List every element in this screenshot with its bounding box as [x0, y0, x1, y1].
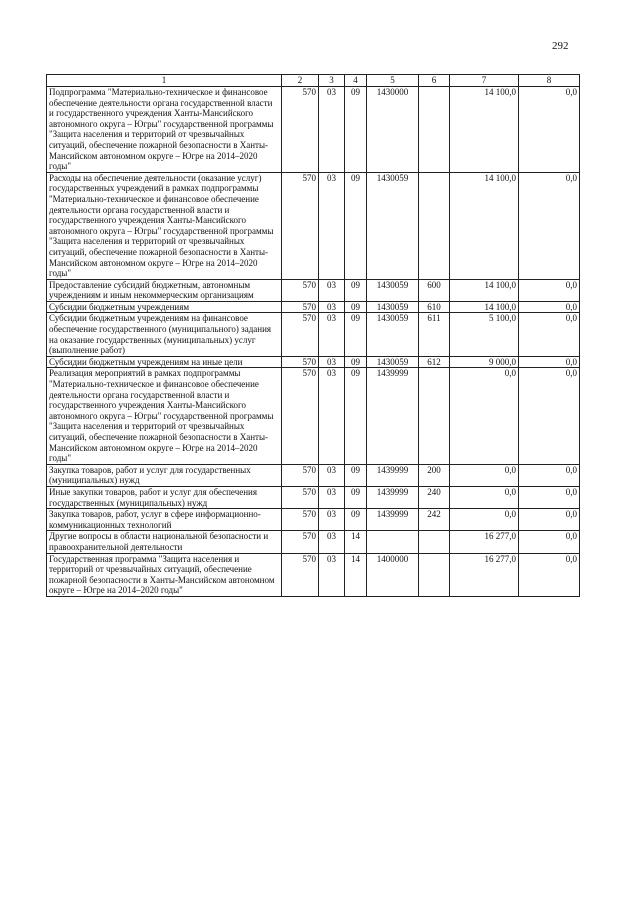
column-header: 4 [345, 75, 367, 87]
table-row [47, 531, 580, 553]
amount2-cell: 0,0 [519, 464, 580, 486]
ministry-code: 570 [282, 313, 319, 356]
expense-type-code [419, 368, 450, 464]
column-header: 5 [367, 75, 419, 87]
section-code: 03 [319, 172, 345, 279]
amount-cell: 0,0 [450, 368, 519, 464]
expense-type-code [419, 553, 450, 596]
amount-cell: 14 100,0 [450, 172, 519, 279]
amount2-cell: 0,0 [519, 87, 580, 173]
target-code: 1430000 [367, 87, 419, 173]
amount-cell: 0,0 [450, 464, 519, 486]
section-code: 03 [319, 368, 345, 464]
ministry-code: 570 [282, 368, 319, 464]
target-code: 1430059 [367, 356, 419, 368]
table-row [47, 486, 580, 508]
ministry-code: 570 [282, 301, 319, 313]
expense-type-code: 242 [419, 509, 450, 531]
amount-cell: 16 277,0 [450, 531, 519, 553]
ministry-code: 570 [282, 279, 319, 301]
amount2-cell: 0,0 [519, 172, 580, 279]
table-row [47, 553, 580, 596]
amount-cell: 14 100,0 [450, 87, 519, 173]
amount2-cell: 0,0 [519, 368, 580, 464]
table-header-row [47, 75, 580, 87]
section-code: 03 [319, 87, 345, 173]
subsection-code: 09 [345, 87, 367, 173]
row-name: Иные закупки товаров, работ и услуг для обеспечения государственных (муниципальных) нужд [47, 486, 282, 508]
target-code: 1430059 [367, 279, 419, 301]
target-code: 1400000 [367, 553, 419, 596]
column-header: 8 [519, 75, 580, 87]
expense-type-code: 611 [419, 313, 450, 356]
row-name: Субсидии бюджетным учреждениям на финансовое обеспечение государственного (муниципального) задания на оказание государственных (муниципальных) услуг (выполнение работ) [47, 313, 282, 356]
table-row [47, 509, 580, 531]
amount-cell: 14 100,0 [450, 279, 519, 301]
table-row [47, 279, 580, 301]
row-name: Подпрограмма "Материально-техническое и финансовое обеспечение деятельности органа государственной власти и государственного учреждения Ханты-Мансийского автономного округа – Югры" государственной программы "Защита населения и территорий от чрезвычайных ситуаций, обеспечение пожарной безопасности в Ханты-Мансийском автономном округе – Югре на 2014–2020 годы" [47, 87, 282, 173]
section-code: 03 [319, 553, 345, 596]
subsection-code: 09 [345, 509, 367, 531]
row-name: Закупка товаров, работ и услуг для государственных (муниципальных) нужд [47, 464, 282, 486]
row-name: Предоставление субсидий бюджетным, автономным учреждениям и иным некоммерческим организациям [47, 279, 282, 301]
row-name: Субсидии бюджетным учреждениям [47, 301, 282, 313]
ministry-code: 570 [282, 172, 319, 279]
section-code: 03 [319, 313, 345, 356]
section-code: 03 [319, 509, 345, 531]
target-code: 1439999 [367, 368, 419, 464]
ministry-code: 570 [282, 509, 319, 531]
amount2-cell: 0,0 [519, 356, 580, 368]
amount-cell: 0,0 [450, 509, 519, 531]
subsection-code: 09 [345, 464, 367, 486]
expense-type-code: 612 [419, 356, 450, 368]
row-name: Закупка товаров, работ, услуг в сфере информационно-коммуникационных технологий [47, 509, 282, 531]
amount2-cell: 0,0 [519, 279, 580, 301]
column-header: 7 [450, 75, 519, 87]
subsection-code: 09 [345, 313, 367, 356]
subsection-code: 09 [345, 301, 367, 313]
section-code: 03 [319, 279, 345, 301]
amount2-cell: 0,0 [519, 301, 580, 313]
amount2-cell: 0,0 [519, 509, 580, 531]
ministry-code: 570 [282, 486, 319, 508]
table-row [47, 356, 580, 368]
section-code: 03 [319, 531, 345, 553]
expense-type-code: 240 [419, 486, 450, 508]
amount2-cell: 0,0 [519, 313, 580, 356]
column-header: 6 [419, 75, 450, 87]
amount-cell: 9 000,0 [450, 356, 519, 368]
expense-type-code [419, 531, 450, 553]
amount2-cell: 0,0 [519, 486, 580, 508]
subsection-code: 09 [345, 356, 367, 368]
target-code: 1439999 [367, 509, 419, 531]
section-code: 03 [319, 356, 345, 368]
target-code: 1439999 [367, 486, 419, 508]
amount-cell: 0,0 [450, 486, 519, 508]
expense-type-code: 200 [419, 464, 450, 486]
section-code: 03 [319, 301, 345, 313]
table-row [47, 368, 580, 464]
table-row [47, 87, 580, 173]
subsection-code: 14 [345, 553, 367, 596]
target-code: 1439999 [367, 464, 419, 486]
target-code: 1430059 [367, 172, 419, 279]
subsection-code: 09 [345, 368, 367, 464]
row-name: Субсидии бюджетным учреждениям на иные цели [47, 356, 282, 368]
amount2-cell: 0,0 [519, 531, 580, 553]
amount-cell: 5 100,0 [450, 313, 519, 356]
row-name: Расходы на обеспечение деятельности (оказание услуг) государственных учреждений в рамках подпрограммы "Материально-техническое и финансовое обеспечение деятельности органа государственной власти и государственного учреждения Ханты-Мансийского автономного округа – Югры" государственной программы "Защита населения и территорий от чрезвычайных ситуаций, обеспечение пожарной безопасности в Ханты-Мансийском автономном округе – Югре на 2014–2020 годы" [47, 172, 282, 279]
target-code: 1430059 [367, 301, 419, 313]
table-row [47, 172, 580, 279]
amount2-cell: 0,0 [519, 553, 580, 596]
ministry-code: 570 [282, 553, 319, 596]
target-code [367, 531, 419, 553]
section-code: 03 [319, 486, 345, 508]
table-row [47, 313, 580, 356]
row-name: Реализация мероприятий в рамках подпрограммы "Материально-техническое и финансовое обеспечение деятельности органа государственной власти и государственного учреждения Ханты-Мансийского автономного округа – Югры" государственной программы "Защита населения и территорий от чрезвычайных ситуаций, обеспечение пожарной безопасности в Ханты-Мансийском автономном округе – Югре на 2014–2020 годы" [47, 368, 282, 464]
page-number: 292 [552, 40, 569, 52]
expense-type-code: 600 [419, 279, 450, 301]
column-header: 1 [47, 75, 282, 87]
column-header: 2 [282, 75, 319, 87]
amount-cell: 16 277,0 [450, 553, 519, 596]
row-name: Другие вопросы в области национальной безопасности и правоохранительной деятельности [47, 531, 282, 553]
amount-cell: 14 100,0 [450, 301, 519, 313]
row-name: Государственная программа "Защита населения и территорий от чрезвычайных ситуаций, обеспечение пожарной безопасности в Ханты-Мансийском автономном округе – Югре на 2014–2020 годы" [47, 553, 282, 596]
ministry-code: 570 [282, 464, 319, 486]
expense-type-code: 610 [419, 301, 450, 313]
table-row [47, 301, 580, 313]
subsection-code: 09 [345, 172, 367, 279]
expense-type-code [419, 172, 450, 279]
ministry-code: 570 [282, 87, 319, 173]
subsection-code: 09 [345, 279, 367, 301]
expense-type-code [419, 87, 450, 173]
ministry-code: 570 [282, 531, 319, 553]
table-row [47, 464, 580, 486]
budget-table [46, 74, 580, 597]
column-header: 3 [319, 75, 345, 87]
section-code: 03 [319, 464, 345, 486]
subsection-code: 14 [345, 531, 367, 553]
subsection-code: 09 [345, 486, 367, 508]
ministry-code: 570 [282, 356, 319, 368]
target-code: 1430059 [367, 313, 419, 356]
